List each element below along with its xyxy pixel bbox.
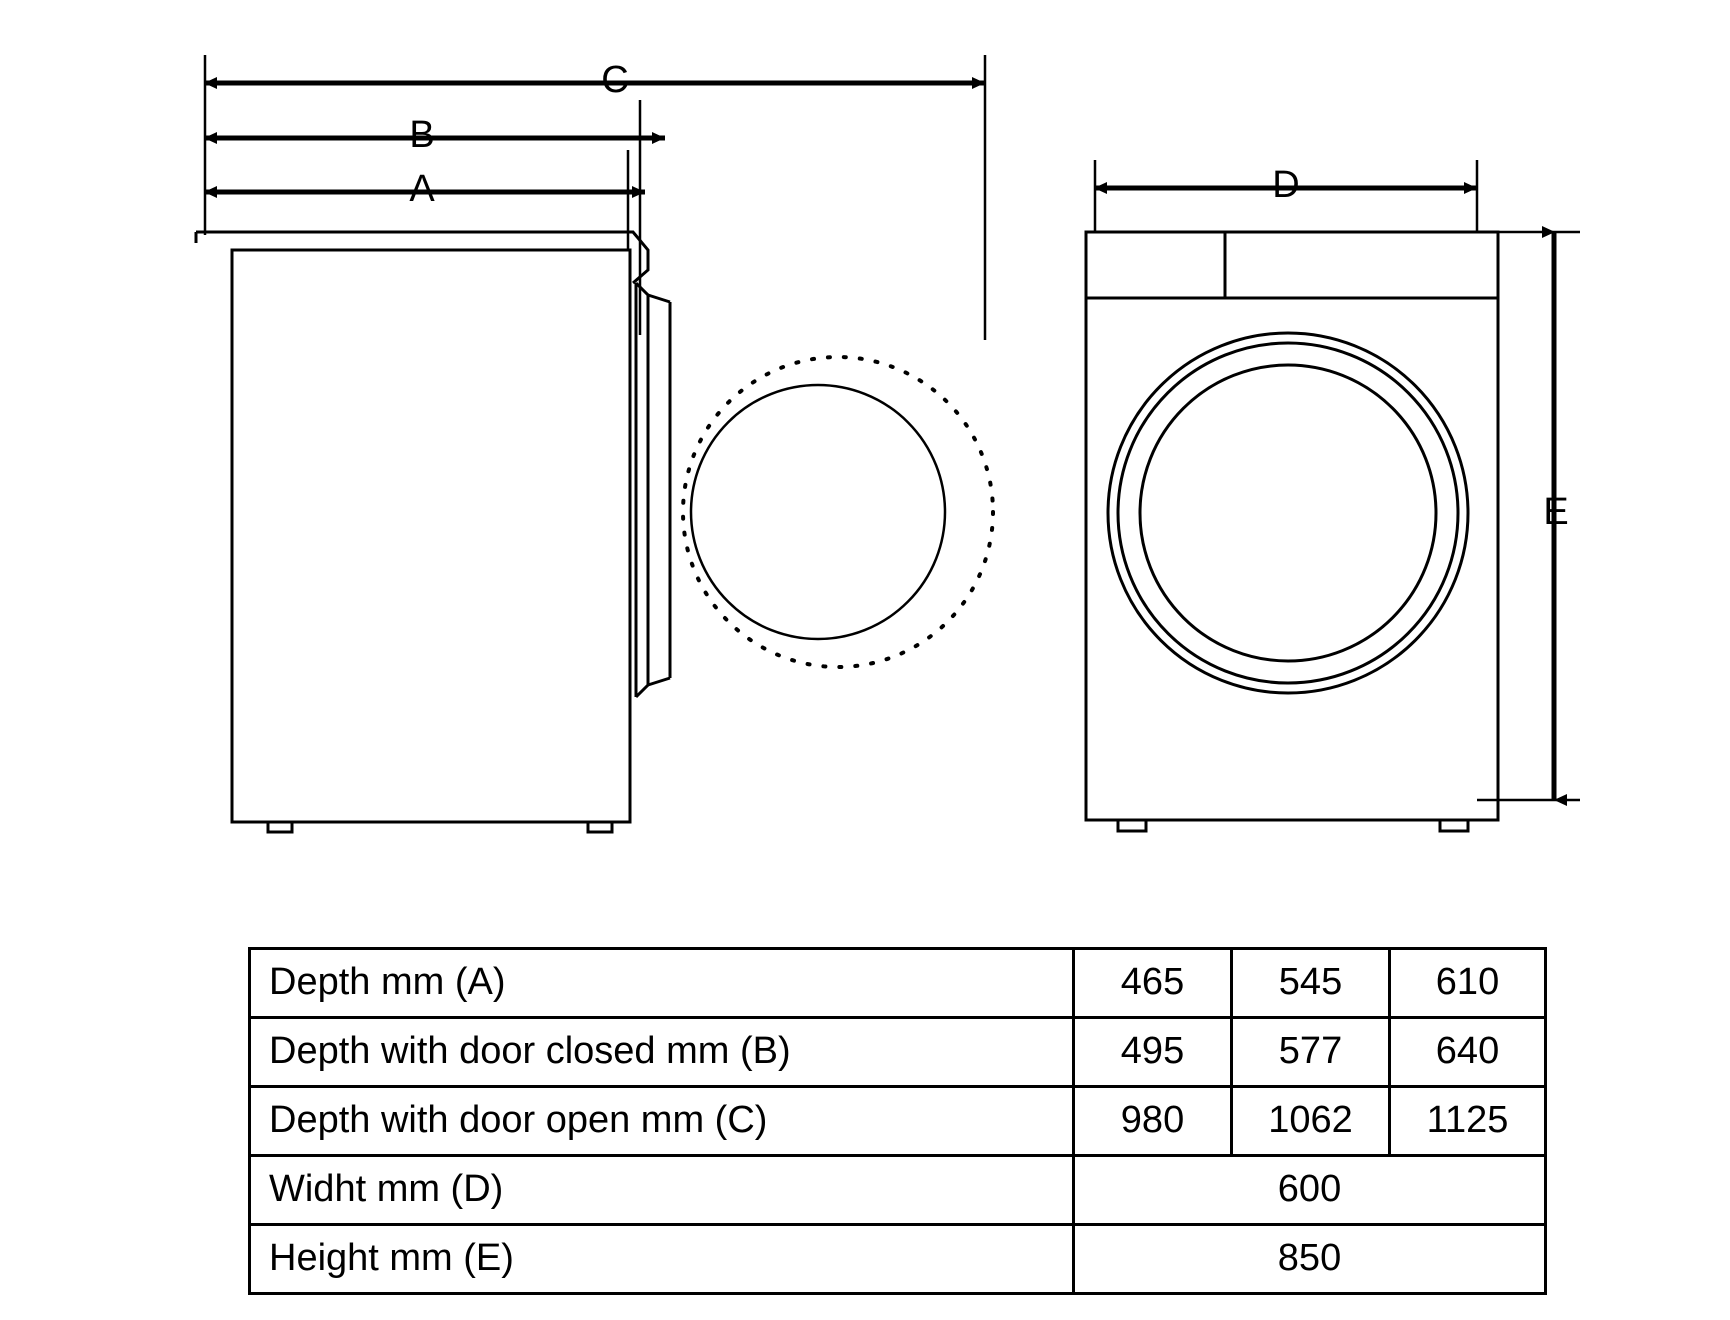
row-value-depth-c-3: 1125 [1390,1087,1546,1156]
row-value-height-e: 850 [1074,1225,1546,1294]
door-swing-dotted-circle [683,357,993,667]
row-label-height-e: Height mm (E) [250,1225,1074,1294]
row-value-depth-b-3: 640 [1390,1018,1546,1087]
row-value-depth-b-2: 577 [1232,1018,1390,1087]
row-value-depth-c-2: 1062 [1232,1087,1390,1156]
row-value-depth-a-3: 610 [1390,949,1546,1018]
dim-label-B: B [409,114,435,156]
row-label-depth-door-open-c: Depth with door open mm (C) [250,1087,1074,1156]
row-label-depth-a: Depth mm (A) [250,949,1074,1018]
table-row [250,1018,1546,1087]
row-value-depth-c-1: 980 [1074,1087,1232,1156]
specification-table [248,947,1547,1295]
dim-label-E: E [1543,491,1569,533]
door-circle [691,385,945,639]
row-value-depth-a-1: 465 [1074,949,1232,1018]
table-row [250,1156,1546,1225]
row-value-depth-a-2: 545 [1232,949,1390,1018]
table-row [250,949,1546,1018]
row-label-width-d: Widht mm (D) [250,1156,1074,1225]
side-view-group [196,55,993,832]
dim-label-C: C [601,59,629,101]
row-value-width-d: 600 [1074,1156,1546,1225]
appliance-front-outline [1086,232,1498,831]
table-row [250,1087,1546,1156]
front-view-group [1086,160,1580,831]
table-row [250,1225,1546,1294]
dim-label-D: D [1272,164,1300,206]
dim-label-A: A [409,168,435,210]
appliance-side-outline [196,232,670,832]
row-label-depth-door-closed-b: Depth with door closed mm (B) [250,1018,1074,1087]
row-value-depth-b-1: 495 [1074,1018,1232,1087]
